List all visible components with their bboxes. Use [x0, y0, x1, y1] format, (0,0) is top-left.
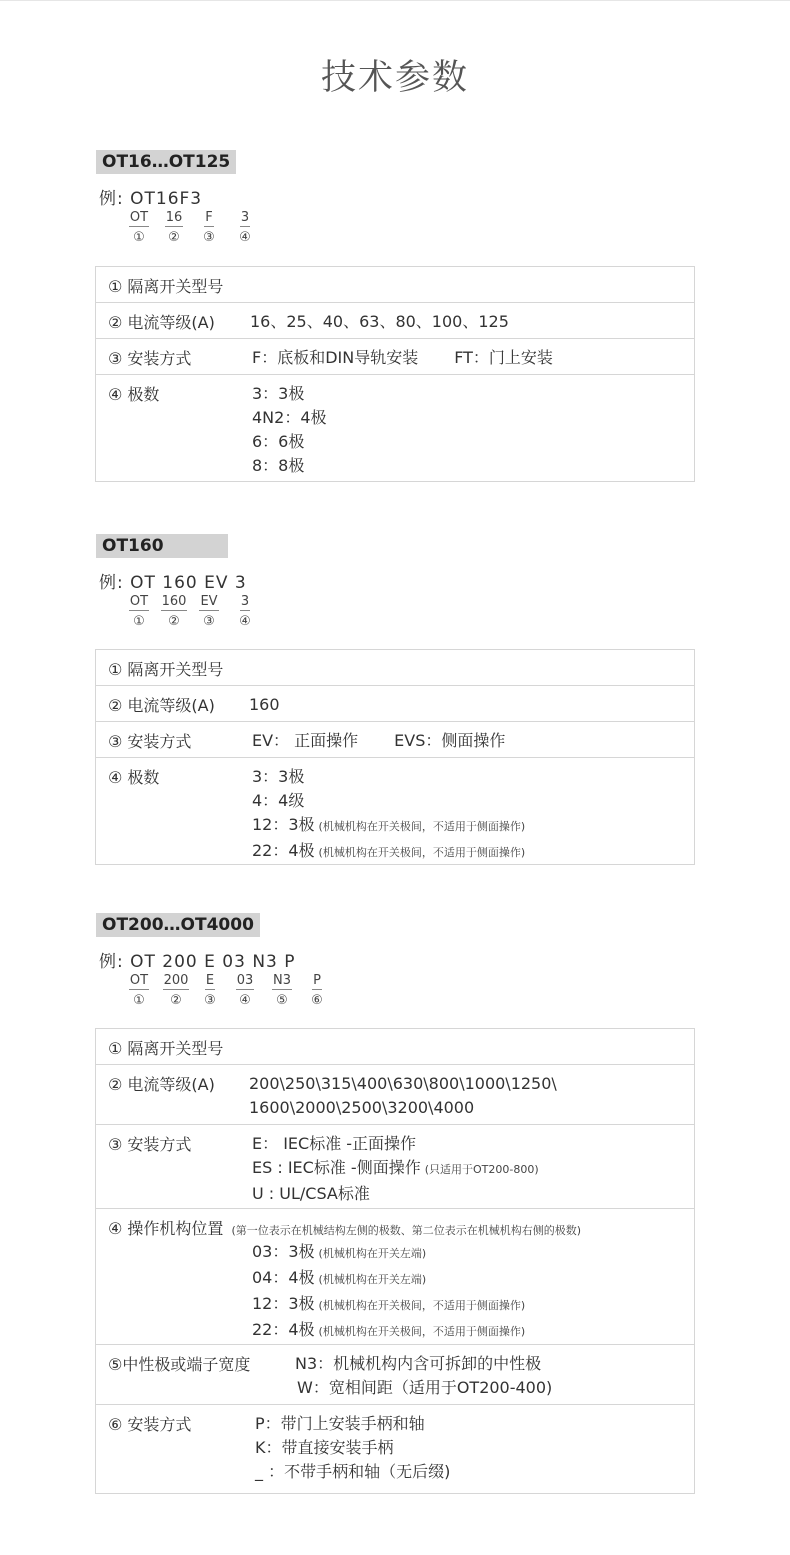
table-row — [96, 1344, 694, 1404]
row-label: ① 隔离开关型号 — [108, 660, 224, 679]
table-row — [96, 685, 694, 721]
page-title: 技术参数 — [320, 58, 469, 98]
row-label: ③ 安装方式 — [108, 349, 192, 368]
code-part: 03 ④ — [236, 973, 254, 1008]
row-values: 03：3极 (机械机构在开关左端) 04：4极 (机械机构在开关左端) 12：3极 (机械机构在开关极间，不适用于侧面操作) 22：4极 (机械机构在开关极间，不适用于侧面操作) — [252, 1242, 526, 1339]
row-label: ④ 操作机构位置 (第一位表示在机械结构左侧的极数、第二位表示在机械机构右侧的极数) — [108, 1219, 582, 1238]
row-values: 160 — [249, 695, 280, 714]
row-label: ① 隔离开关型号 — [108, 277, 224, 296]
code-part: 16 ② — [165, 210, 183, 245]
row-values: F：底板和DIN导轨安装 FT：门上安装 — [252, 348, 553, 367]
section-tag: OT200…OT4000 — [96, 913, 260, 937]
code-part: 3 ④ — [239, 594, 251, 629]
section-tag: OT160 — [96, 534, 228, 558]
row-label: ③ 安装方式 — [108, 1135, 192, 1154]
example-code: 例: OT16F3 — [99, 189, 203, 209]
row-label: ④ 极数 — [108, 385, 160, 404]
example-code: 例: OT 160 EV 3 — [99, 573, 247, 593]
table-row — [96, 721, 694, 757]
row-label: ⑥ 安装方式 — [108, 1415, 192, 1434]
example-code: 例: OT 200 E 03 N3 P — [99, 952, 296, 972]
row-label: ③ 安装方式 — [108, 732, 192, 751]
spec-table — [95, 266, 695, 482]
row-label: ④ 极数 — [108, 768, 160, 787]
spec-table — [95, 1028, 695, 1494]
row-values: EV： 正面操作 EVS：侧面操作 — [252, 731, 506, 750]
row-values: N3：机械机构内含可拆卸的中性极 W：宽相间距（适用于OT200-400) — [295, 1354, 553, 1397]
row-values: 200\250\315\400\630\800\1000\1250\ 1600\2000\2500\3200\4000 — [249, 1074, 557, 1117]
table-row — [96, 1208, 694, 1344]
code-part: E ③ — [204, 973, 216, 1008]
table-row — [96, 374, 694, 481]
row-label: ② 电流等级(A) — [108, 696, 215, 715]
row-label: ① 隔离开关型号 — [108, 1039, 224, 1058]
code-part: F ③ — [203, 210, 215, 245]
code-breakdown — [0, 594, 790, 634]
code-part: 200 ② — [163, 973, 189, 1008]
section-tag: OT16…OT125 — [96, 150, 236, 174]
table-row — [96, 650, 694, 685]
row-label: ⑤中性极或端子宽度 — [108, 1355, 251, 1374]
code-part: OT ① — [129, 973, 149, 1008]
code-part: 160 ② — [161, 594, 187, 629]
spec-table — [95, 649, 695, 865]
code-breakdown — [0, 210, 790, 250]
row-values: P：带门上安装手柄和轴 K：带直接安装手柄 _ ：不带手柄和轴（无后缀) — [255, 1414, 451, 1481]
table-row — [96, 1124, 694, 1208]
row-values: 16、25、40、63、80、100、125 — [250, 312, 509, 331]
code-breakdown — [0, 973, 790, 1013]
code-part: P ⑥ — [311, 973, 323, 1008]
table-row — [96, 267, 694, 302]
table-row — [96, 1404, 694, 1493]
table-row — [96, 1029, 694, 1064]
table-row — [96, 1064, 694, 1124]
table-row — [96, 338, 694, 374]
code-part: OT ① — [129, 210, 149, 245]
row-values: E： IEC标准 -正面操作 ES : IEC标准 -侧面操作 (只适用于OT200-800) U : UL/CSA标准 — [252, 1134, 539, 1203]
top-divider — [0, 0, 790, 1]
table-row — [96, 302, 694, 338]
row-label: ② 电流等级(A) — [108, 313, 215, 332]
code-part: N3 ⑤ — [273, 973, 291, 1008]
row-values: 3：3极 4N2：4极 6：6极 8：8极 — [252, 384, 327, 475]
row-values: 3：3极 4：4级 12：3极 (机械机构在开关极间，不适用于侧面操作) 22：4极 (机械机构在开关极间，不适用于侧面操作) — [252, 767, 526, 860]
code-part: OT ① — [129, 594, 149, 629]
code-part: EV ③ — [200, 594, 218, 629]
row-label: ② 电流等级(A) — [108, 1075, 215, 1094]
code-part: 3 ④ — [239, 210, 251, 245]
table-row — [96, 757, 694, 864]
